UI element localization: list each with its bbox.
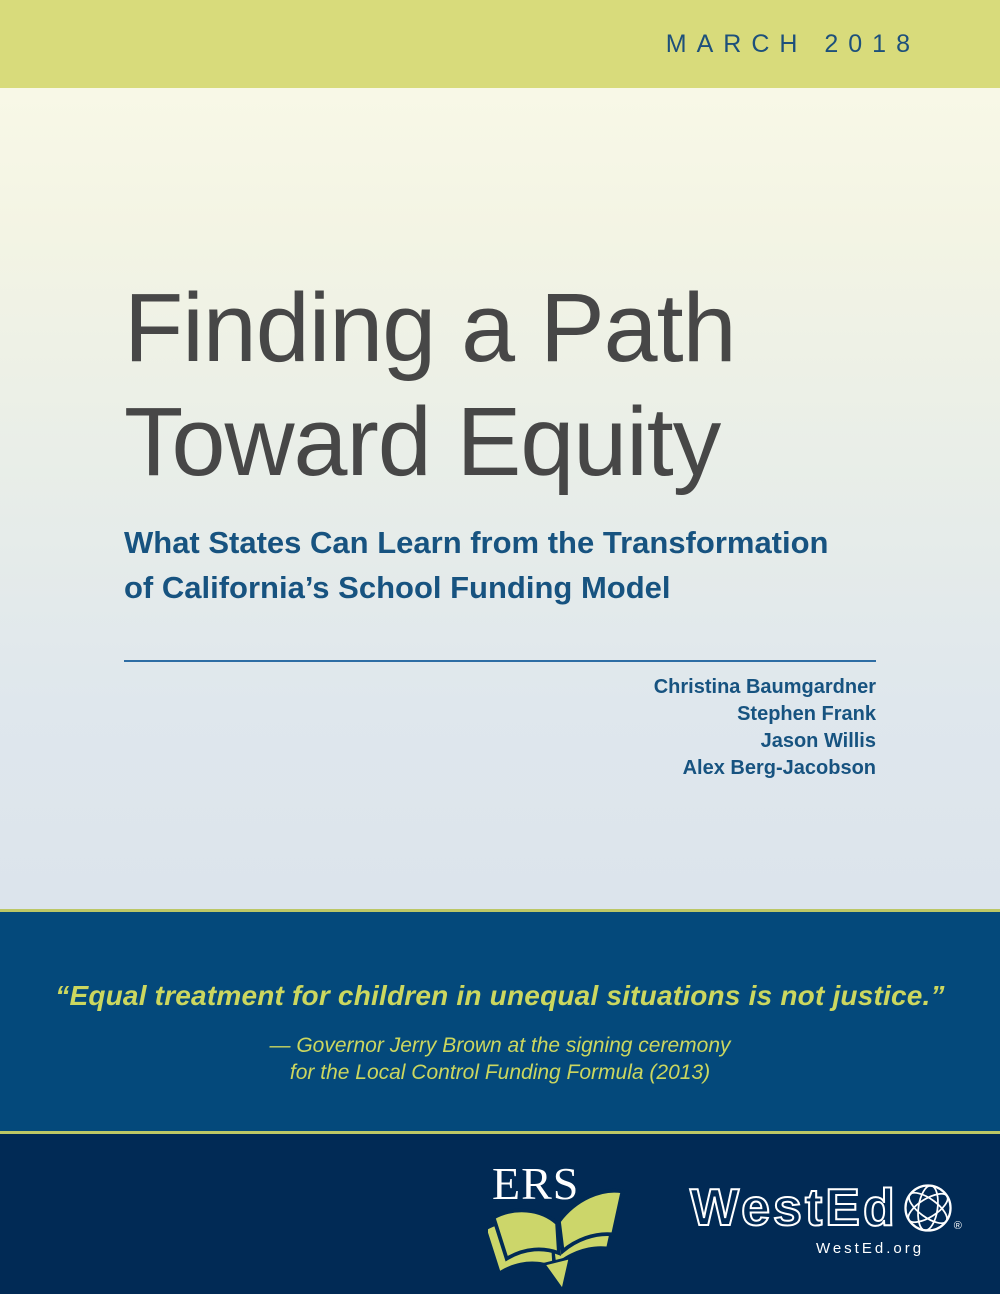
ers-logo-text: ERS: [492, 1158, 580, 1209]
wested-logo: [690, 1179, 962, 1282]
wested-logo-row: [690, 1179, 962, 1237]
registered-trademark-symbol: ®: [953, 1220, 962, 1232]
footer-logo-band: [0, 1134, 1000, 1294]
ers-logo: [488, 1158, 628, 1272]
title-line-2: Toward Equity: [124, 387, 721, 496]
book-icon: [488, 1184, 628, 1276]
author-name: Stephen Frank: [737, 703, 876, 725]
report-title: [124, 271, 736, 499]
date-band: [0, 0, 1000, 88]
quote-text: “Equal treatment for children in unequal situations is not justice.”: [55, 980, 945, 1011]
wested-url: WestEd.org: [815, 1240, 925, 1257]
author-name: Jason Willis: [760, 730, 876, 752]
cover-main: [0, 88, 1000, 909]
quote-attribution-line-2: for the Local Control Funding Formula (2013): [289, 1061, 711, 1084]
quote-attribution: [0, 1032, 1000, 1086]
author-name: Alex Berg-Jacobson: [682, 757, 876, 779]
report-subtitle: [124, 520, 829, 610]
author-name: Christina Baumgardner: [653, 676, 876, 698]
wested-wordmark: WestEd: [690, 1179, 898, 1237]
quote-section: [0, 912, 1000, 1131]
subtitle-line-1: What States Can Learn from the Transformation: [124, 525, 829, 560]
authors-list: [654, 674, 876, 782]
title-line-1: Finding a Path: [124, 273, 736, 382]
authors-divider: [124, 660, 876, 662]
subtitle-line-2: of California’s School Funding Model: [124, 570, 671, 605]
quote-attribution-line-1: — Governor Jerry Brown at the signing ceremony: [269, 1034, 731, 1057]
globe-icon: [902, 1182, 954, 1234]
publication-date: MARCH 2018: [665, 29, 920, 58]
